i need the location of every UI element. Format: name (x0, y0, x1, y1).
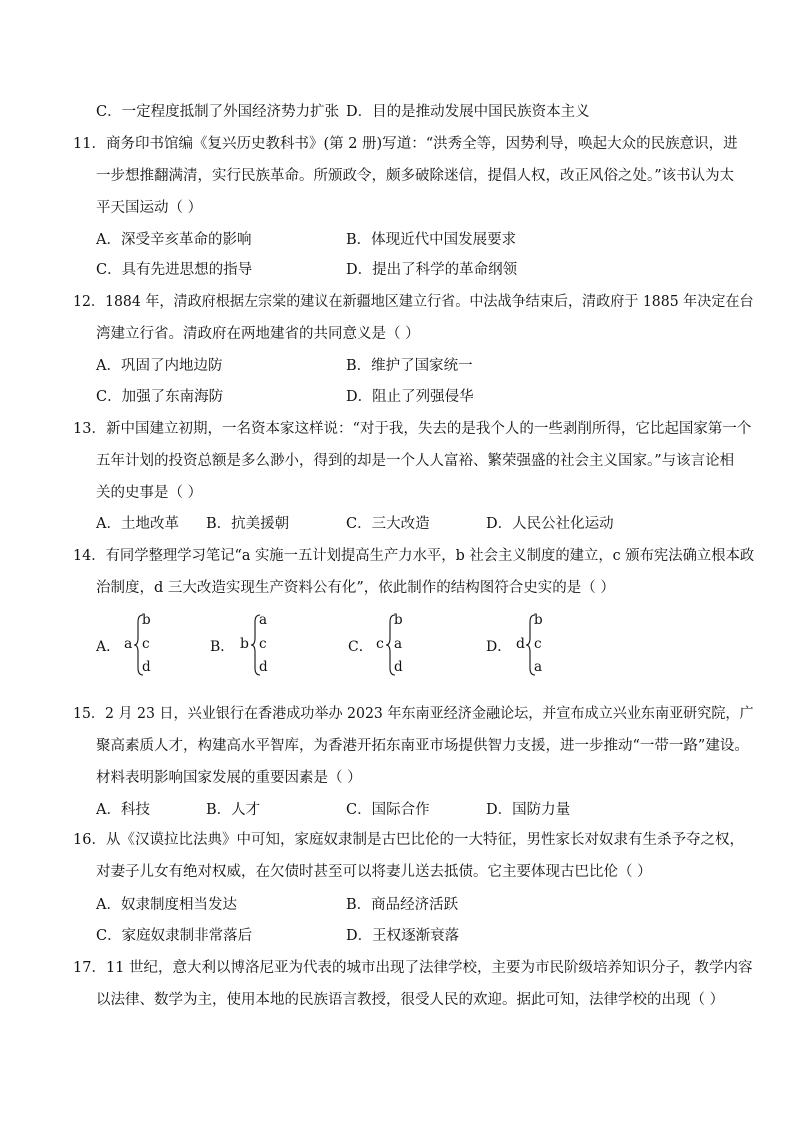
q14-option-b-label: B． (210, 639, 235, 655)
q17-stem-line-2: 以法律、数学为主，使用本地的民族语言教授，很受人民的欢迎。据此可知，法律学校的出现（ ） (96, 992, 725, 1008)
q14-option-d-item-1: b (534, 612, 543, 628)
q14-option-d-label: D． (486, 639, 512, 655)
q15-option-c: C．国际合作 (346, 802, 430, 818)
q14-stem-line-2: 治制度，d 三大改造实现生产资料公有化”，依此制作的结构图符合史实的是（ ） (96, 580, 615, 596)
q14-stem-line-1: 14．有同学整理学习笔记“a 实施一五计划提高生产力水平，b 社会主义制度的建立，c 颁布宪法确立根本政 (73, 548, 755, 564)
q12-stem-line-1: 12．1884 年，清政府根据左宗棠的建议在新疆地区建立行省。中法战争结束后，清政府于 1885 年决定在台 (73, 294, 754, 310)
q14-option-d-item-3: a (534, 659, 543, 675)
q16-option-b: B．商品经济活跃 (346, 897, 459, 913)
q15-option-d: D．国防力量 (486, 802, 571, 818)
q10-option-d: D．目的是推动发展中国民族资本主义 (346, 104, 590, 120)
q13-stem-line-1: 13．新中国建立初期，一名资本家这样说：“对于我，失去的是我个人的一些剥削所得，它比起国家第一个 (73, 421, 752, 437)
q11-option-b: B．体现近代中国发展要求 (346, 232, 517, 248)
q14-option-d-root: d (516, 636, 525, 652)
q16-option-a: A．奴隶制度相当发达 (96, 897, 237, 913)
q11-stem-line-3: 平天国运动（ ） (96, 200, 203, 216)
q14-option-b-item-1: a (259, 612, 268, 628)
q12-option-b: B．维护了国家统一 (346, 358, 473, 374)
q10-option-c: C．一定程度抵制了外国经济势力扩张 (96, 104, 340, 120)
q15-option-b: B．人才 (206, 802, 261, 818)
q16-option-c: C．家庭奴隶制非常落后 (96, 928, 253, 944)
q14-option-a-item-2: c (142, 636, 150, 652)
q12-option-d: D．阻止了列强侵华 (346, 389, 474, 405)
q11-stem-line-2: 一步想推翻满清，实行民族革命。所颁政令，颇多破除迷信，提倡人权，改正风俗之处。”该书认为太 (96, 168, 735, 184)
q12-option-c: C．加强了东南海防 (96, 389, 224, 405)
q13-option-c: C．三大改造 (346, 516, 430, 532)
q17-stem-line-1: 17．11 世纪，意大利以博洛尼亚为代表的城市出现了法律学校，主要为市民阶级培养知识分子，教学内容 (73, 960, 753, 976)
q14-option-c-root: c (376, 636, 384, 652)
q14-option-d-item-2: c (534, 636, 542, 652)
q14-option-a-item-1: b (142, 612, 151, 628)
q14-option-a-root: a (124, 636, 133, 652)
q14-option-c-item-1: b (394, 612, 403, 628)
q15-stem-line-1: 15．2 月 23 日，兴业银行在香港成功举办 2023 年东南亚经济金融论坛，并宣布成立兴业东南亚研究院，广 (73, 706, 754, 722)
q13-option-b: B．抗美援朝 (206, 516, 290, 532)
q14-option-c-item-2: a (394, 636, 403, 652)
q16-option-d: D．王权逐渐衰落 (346, 928, 460, 944)
q15-option-a: A．科技 (96, 802, 150, 818)
q16-stem-line-1: 16．从《汉谟拉比法典》中可知，家庭奴隶制是古巴比伦的一大特征，男性家长对奴隶有生杀予夺之权， (73, 832, 744, 848)
q14-option-c-label: C． (348, 639, 373, 655)
q14-option-b-item-2: c (259, 636, 267, 652)
q12-stem-line-2: 湾建立行省。清政府在两地建省的共同意义是（ ） (96, 326, 420, 342)
q13-option-a: A．土地改革 (96, 516, 179, 532)
q14-option-b-root: b (240, 636, 249, 652)
q11-stem-line-1: 11．商务印书馆编《复兴历史教科书》(第 2 册)写道：“洪秀全等，因势利导，唤起大众的民族意识，进 (73, 136, 738, 152)
q13-stem-line-2: 五年计划的投资总额是多么渺小，得到的却是一个人人富裕、繁荣强盛的社会主义国家。”与该言论相 (96, 453, 735, 469)
q15-stem-line-3: 材料表明影响国家发展的重要因素是（ ） (96, 770, 362, 786)
q14-option-a-label: A． (96, 639, 121, 655)
q15-stem-line-2: 聚高素质人才，构建高水平智库，为香港开拓东南亚市场提供智力支援，进一步推动“一带一路”建设。 (96, 738, 749, 754)
q11-option-a: A．深受辛亥革命的影响 (96, 232, 252, 248)
q11-option-d: D．提出了科学的革命纲领 (346, 262, 518, 278)
q14-option-c-item-3: d (394, 659, 403, 675)
q13-option-d: D．人民公社化运动 (486, 516, 614, 532)
q13-stem-line-3: 关的史事是（ ） (96, 485, 203, 501)
q11-option-c: C．具有先进思想的指导 (96, 262, 253, 278)
q14-option-b-item-3: d (259, 659, 268, 675)
q14-option-a-item-3: d (142, 659, 151, 675)
q12-option-a: A．巩固了内地边防 (96, 358, 223, 374)
q16-stem-line-2: 对妻子儿女有绝对权威，在欠债时甚至可以将妻儿送去抵债。它主要体现古巴比伦（ ） (96, 864, 652, 880)
